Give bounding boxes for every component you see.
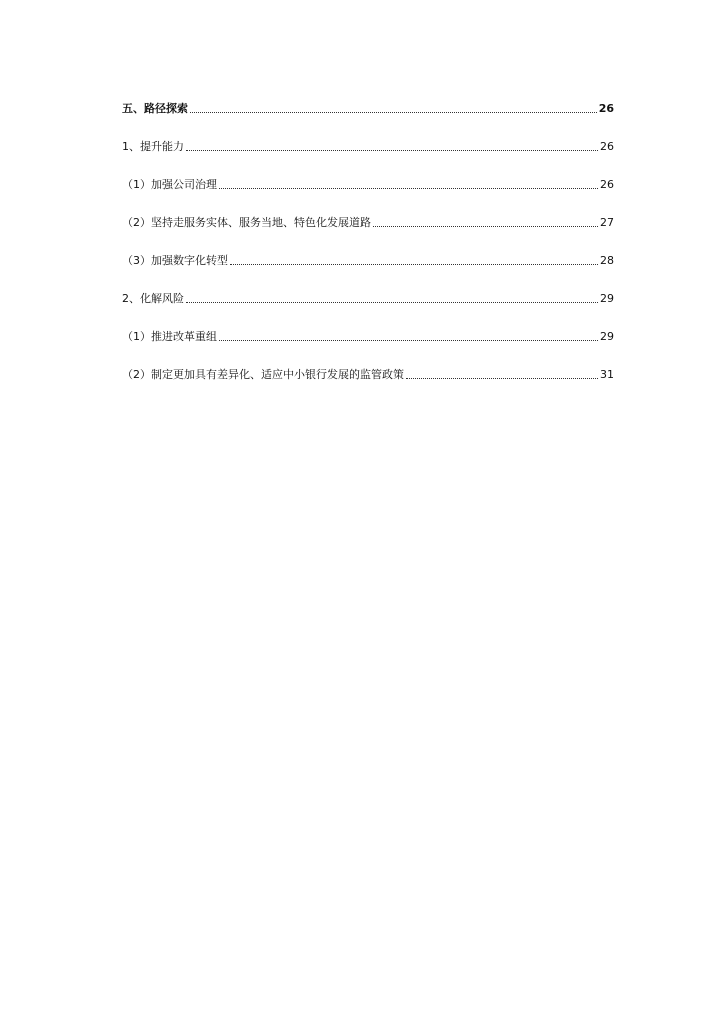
toc-entry-title: （2）坚持走服务实体、服务当地、特色化发展道路 [122,216,371,229]
toc-entry-title: 2、化解风险 [122,292,184,305]
toc-entry-page: 26 [598,102,614,115]
toc-dot-leader [186,149,598,151]
toc-dot-leader [219,339,598,341]
toc-entry-1[interactable] [122,134,614,154]
toc-entry-page: 31 [600,368,614,381]
toc-entry-2[interactable] [122,286,614,306]
toc-entry-1-3[interactable] [122,248,614,268]
toc-entry-2-2[interactable] [122,362,614,382]
toc-entry-page: 28 [600,254,614,267]
toc-entry-page: 29 [600,330,614,343]
toc-dot-leader [373,225,598,227]
toc-dot-leader [186,301,598,303]
toc-entry-title: （1）推进改革重组 [122,330,217,343]
toc-entry-2-1[interactable] [122,324,614,344]
toc-entry-title: （1）加强公司治理 [122,178,217,191]
toc-entry-1-2[interactable] [122,210,614,230]
toc-dot-leader [230,263,598,265]
toc-entry-page: 26 [600,140,614,153]
toc-dot-leader [406,377,598,379]
toc-dot-leader [219,187,598,189]
toc-entry-section-5[interactable] [122,96,614,116]
toc-entry-1-1[interactable] [122,172,614,192]
toc-entry-title: （2）制定更加具有差异化、适应中小银行发展的监管政策 [122,368,404,381]
toc-entry-title: （3）加强数字化转型 [122,254,228,267]
toc-dot-leader [190,111,597,113]
toc-entry-page: 27 [600,216,614,229]
toc-entry-page: 26 [600,178,614,191]
toc-entry-title: 五、路径探索 [122,102,188,115]
toc-entry-title: 1、提升能力 [122,140,184,153]
toc-entry-page: 29 [600,292,614,305]
